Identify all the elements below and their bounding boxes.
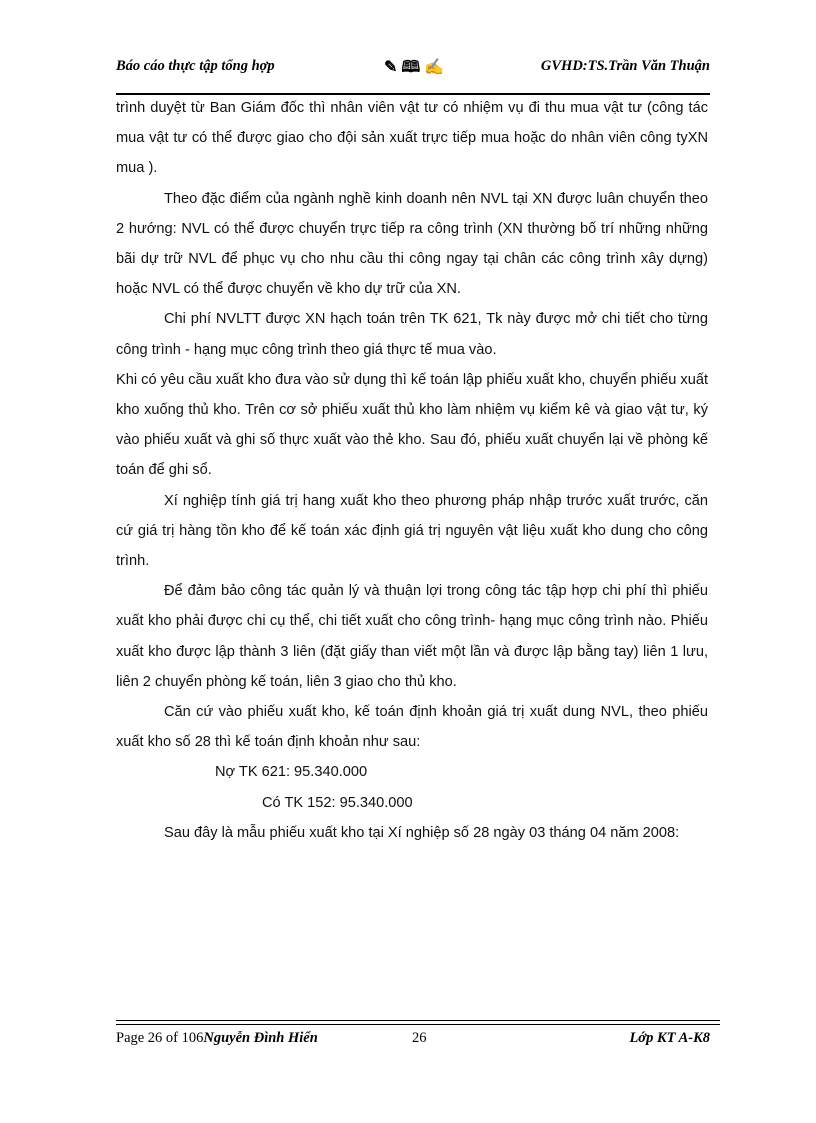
paragraph: Để đảm bảo công tác quản lý và thuận lợi trong công tác tập hợp chi phí thì phiếu xuất kho phải được chi cụ thể, chi tiết xuất cho công trình- hạng mục công trình nào. Phiếu xuất kho được lập thành 3 liên (đặt giấy than viết một lần và được lập bằng tay) liên 1 lưu, liên 2 chuyển phòng kế toán, liên 3 giao cho thủ kho.	[116, 583, 708, 690]
credit-entry: Có TK 152: 95.340.000	[262, 794, 413, 811]
paragraph: Sau đây là mẫu phiếu xuất kho tại Xí nghiệp số 28 ngày 03 tháng 04 năm 2008:	[164, 824, 680, 841]
footer-divider	[116, 1020, 720, 1021]
report-title: Báo cáo thực tập tổng hợp	[116, 58, 275, 74]
book-ornament-icon: ✎ 🕮 ✍	[384, 59, 445, 76]
page-number: 26	[412, 1030, 427, 1046]
paragraph: Khi có yêu cầu xuất kho đưa vào sử dụng thì kế toán lập phiếu xuất kho, chuyển phiếu xuất kho xuống thủ kho. Trên cơ sở phiếu xuất thủ kho làm nhiệm vụ kiểm kê và giao vật tư, ký vào phiếu xuất và ghi số thực xuất vào thẻ kho. Sau đó, phiếu xuất chuyển lại về phòng kế toán để ghi sổ.	[116, 371, 708, 479]
page-header	[116, 56, 710, 82]
supervisor-name: GVHD:TS.Trần Văn Thuận	[540, 58, 710, 74]
page-label: Page 26 of 106	[116, 1030, 204, 1046]
paragraph: trình duyệt từ Ban Giám đốc thì nhân viên vật tư có nhiệm vụ đi thu mua vật tư (công tác mua vật tư có thể được giao cho đội sản xuất trực tiếp mua hoặc do nhân viên công tyXN mua ).	[116, 100, 708, 177]
author-name: Nguyễn Đình Hiển	[203, 1030, 318, 1046]
page-footer	[116, 1030, 710, 1052]
paragraph: Chi phí NVLTT được XN hạch toán trên TK 621, Tk này được mở chi tiết cho từng công trình - hạng mục công trình theo giá thực tế mua vào.	[116, 311, 708, 358]
paragraph: Căn cứ vào phiếu xuất kho, kế toán định khoản giá trị xuất dung NVL, theo phiếu xuất kho số 28 thì kế toán định khoản như sau:	[116, 704, 708, 751]
footer-page-info	[116, 1030, 318, 1047]
class-label: Lớp KT A-K8	[629, 1030, 710, 1046]
debit-entry: Nợ TK 621: 95.340.000	[215, 764, 368, 781]
paragraph: Xí nghiệp tính giá trị hang xuất kho theo phương pháp nhập trước xuất trước, căn cứ giá trị hàng tồn kho để kế toán xác định giá trị nguyên vật liệu xuất kho dung cho công trình.	[116, 492, 708, 570]
paragraph: Theo đặc điểm của ngành nghề kinh doanh nên NVL tại XN được luân chuyển theo 2 hướng: NVL có thể được chuyển trực tiếp ra công trình (XN thường bố trí những những bãi dự trữ NVL để phục vụ cho nhu cầu thi công ngay tại chân các công trình xây dựng) hoặc NVL có thể được chuyển về kho dự trữ của XN.	[116, 190, 708, 298]
footer-divider	[116, 1024, 720, 1025]
body-text	[116, 93, 708, 848]
